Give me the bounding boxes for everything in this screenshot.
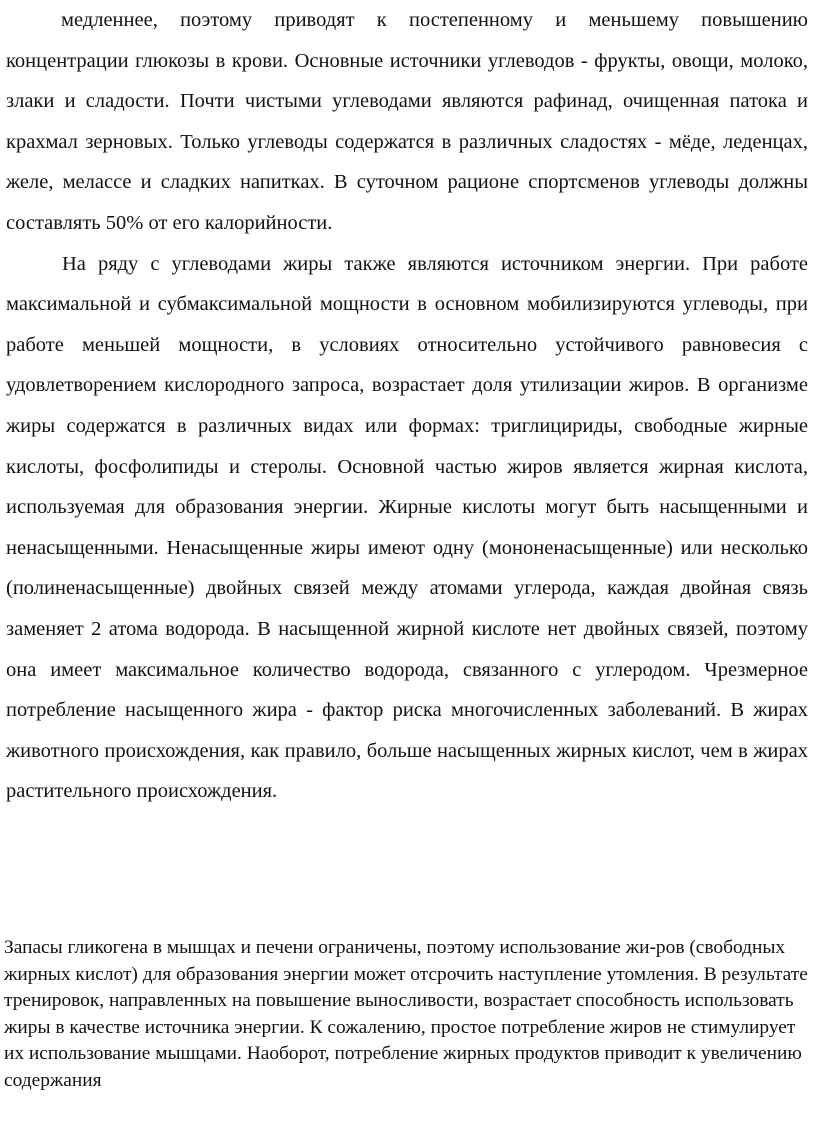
paragraph-carbohydrates: медленнее, поэтому приводят к постепенному и меньшему повышению концентрации глюкозы в крови. Основные источники углеводов - фрукты, овощи, молоко, злаки и сладости. Почти чистыми углеводами являются рафинад, очищенная патока и крахмал зерновых. Только углеводы содержатся в различных сладостях - мёде, леденцах, желе, мелассе и сладких напитках. В суточном рационе спортсменов углеводы должны составлять 50% от его калорийности.	[6, 9, 808, 234]
paragraph-glycogen: Запасы гликогена в мышцах и печени ограничены, поэтому использование жи-ров (свободных жирных кислот) для образования энергии может отсрочить наступление утомления. В результате тренировок, направленных на повышение выносливости, возрастает способность использовать жиры в качестве источника энергии. К сожалению, простое потребление жиров не стимулирует их использование мышцами. Наоборот, потребление жирных продуктов приводит к увеличению содержания	[4, 937, 808, 1091]
main-text	[6, 0, 808, 812]
paragraph-fats: На ряду с углеводами жиры также являются источником энергии. При работе максимальной и субмаксимальной мощности в основном мобилизируются углеводы, при работе меньшей мощности, в условиях относительно устойчивого равновесия с удовлетворением кислородного запроса, возрастает доля утилизации жиров. В организме жиры содержатся в различных видах или формах: триглицириды, свободные жирные кислоты, фосфолипиды и стеролы. Основной частью жиров является жирная кислота, используемая для образования энергии. Жирные кислоты могут быть насыщенными и ненасыщенными. Ненасыщенные жиры имеют одну (мононенасыщенные) или несколько (полиненасыщенные) двойных связей между атомами углерода, каждая двойная связь заменяет 2 атома водорода. В насыщенной жирной кислоте нет двойных связей, поэтому она имеет максимальное количество водорода, связанного с углеродом. Чрезмерное потребление насыщенного жира - фактор риска многочисленных заболеваний. В жирах животного происхождения, как правило, больше насыщенных жирных кислот, чем в жирах растительного происхождения.	[6, 252, 808, 803]
